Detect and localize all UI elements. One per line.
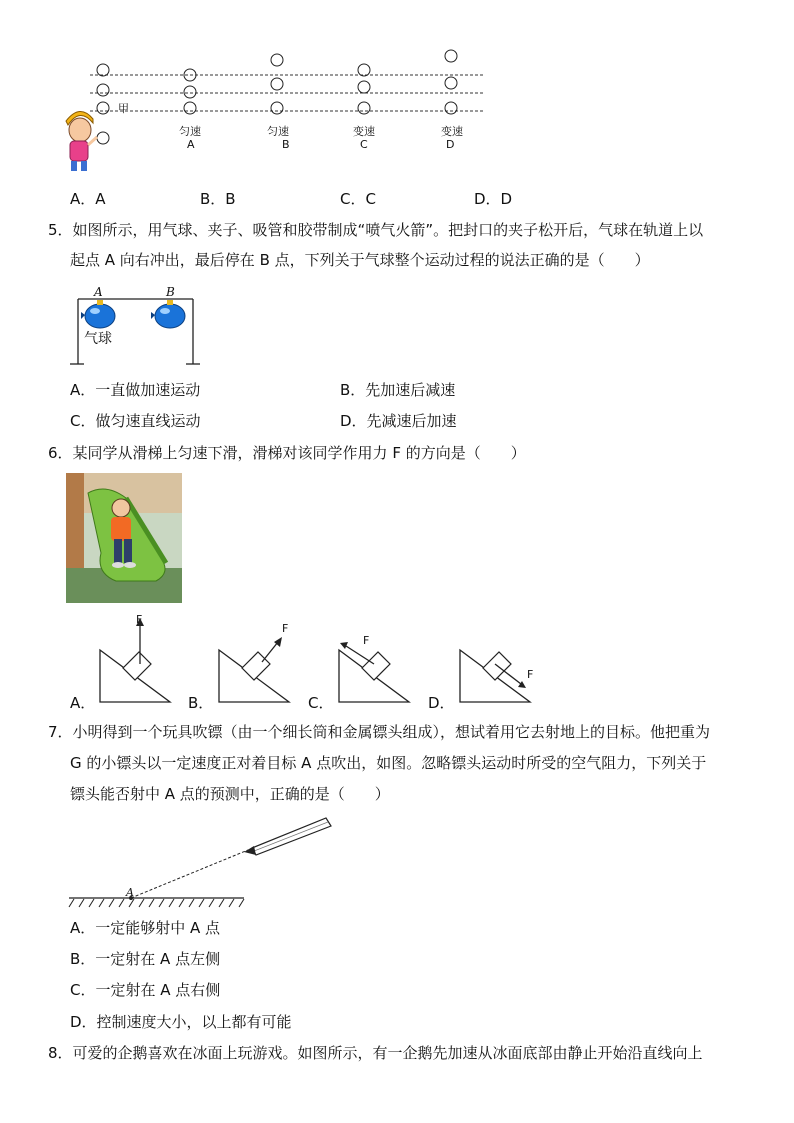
ball bbox=[271, 102, 283, 114]
force-diagram-a bbox=[95, 612, 185, 707]
q4-option-c[interactable]: C．C bbox=[340, 190, 376, 208]
q5-option-a[interactable]: A．一直做加速运动 bbox=[70, 381, 201, 399]
q7-question-line1: 7．小明得到一个玩具吹镖（由一个细长筒和金属镖头组成），想试着用它去射地上的目标。他把重为 bbox=[48, 723, 711, 741]
point-a-label: A bbox=[94, 285, 103, 299]
ball bbox=[271, 78, 283, 90]
ball bbox=[445, 77, 457, 89]
force-label-d: F bbox=[527, 668, 534, 681]
q5-option-b[interactable]: B．先加速后减速 bbox=[340, 381, 456, 399]
q4-option-d[interactable]: D．D bbox=[474, 190, 513, 208]
child-on-slide-photo bbox=[66, 473, 182, 603]
q6-option-a[interactable]: A． bbox=[70, 694, 96, 712]
q5-question-line2: 起点 A 向右冲出，最后停在 B 点，下列关于气球整个运动过程的说法正确的是（ ） bbox=[70, 251, 650, 269]
ball bbox=[184, 86, 196, 98]
ball bbox=[184, 102, 196, 114]
q7-option-b[interactable]: B．一定射在 A 点左侧 bbox=[70, 950, 221, 968]
ball bbox=[97, 84, 109, 96]
q5-option-c[interactable]: C．做匀速直线运动 bbox=[70, 412, 201, 430]
ball bbox=[445, 50, 457, 62]
force-label-a: F bbox=[136, 613, 143, 626]
target-a-label: A bbox=[126, 886, 134, 899]
q6-option-d[interactable]: D． bbox=[428, 694, 455, 712]
cartoon-child-illustration bbox=[66, 111, 97, 171]
ball bbox=[271, 54, 283, 66]
q4-motion-diagram bbox=[60, 45, 500, 185]
force-diagram-d bbox=[455, 612, 545, 707]
diagram-label-type-a: 匀速 bbox=[179, 125, 201, 138]
jia-label: 甲 bbox=[118, 102, 129, 115]
q6-option-c[interactable]: C． bbox=[308, 694, 334, 712]
balloon-label: 气球 bbox=[84, 331, 112, 347]
q7-question-line3: 镖头能否射中 A 点的预测中，正确的是（ ） bbox=[70, 785, 390, 803]
q7-option-c[interactable]: C．一定射在 A 点右侧 bbox=[70, 981, 221, 999]
ball bbox=[358, 64, 370, 76]
ball bbox=[358, 102, 370, 114]
diagram-label-letter-d: D bbox=[446, 138, 455, 151]
q6-question-line1: 6．某同学从滑梯上匀速下滑，滑梯对该同学作用力 F 的方向是（ ） bbox=[48, 444, 526, 462]
force-diagram-b bbox=[214, 612, 304, 707]
q4-option-a[interactable]: A．A bbox=[70, 190, 106, 208]
q5-option-d[interactable]: D．先减速后加速 bbox=[340, 412, 457, 430]
q7-option-a[interactable]: A．一定能够射中 A 点 bbox=[70, 919, 221, 937]
q7-option-d[interactable]: D．控制速度大小，以上都有可能 bbox=[70, 1013, 292, 1031]
blowgun-diagram bbox=[66, 812, 341, 912]
ball bbox=[445, 102, 457, 114]
q8-question-line1: 8．可爱的企鹅喜欢在冰面上玩游戏。如图所示，有一企鹅先加速从冰面底部由静止开始沿直线向上 bbox=[48, 1044, 703, 1062]
balloon-icon bbox=[155, 304, 185, 328]
force-diagram-c bbox=[334, 612, 424, 707]
ball bbox=[97, 64, 109, 76]
diagram-label-letter-c: C bbox=[360, 138, 368, 151]
ball bbox=[97, 132, 109, 144]
diagram-label-letter-a: A bbox=[187, 138, 195, 151]
q4-option-b[interactable]: B．B bbox=[200, 190, 236, 208]
diagram-label-type-c: 变速 bbox=[353, 125, 375, 138]
q6-option-b[interactable]: B． bbox=[188, 694, 214, 712]
balloon-icon bbox=[85, 304, 115, 328]
diagram-label-type-d: 变速 bbox=[441, 125, 463, 138]
diagram-label-type-b: 匀速 bbox=[267, 125, 289, 138]
q7-question-line2: G 的小镖头以一定速度正对着目标 A 点吹出，如图。忽略镖头运动时所受的空气阻力，下列关于 bbox=[70, 754, 707, 772]
ball bbox=[358, 81, 370, 93]
force-label-b: F bbox=[282, 622, 289, 635]
point-b-label: B bbox=[166, 285, 175, 299]
force-label-c: F bbox=[363, 634, 370, 647]
q5-question-line1: 5．如图所示，用气球、夹子、吸管和胶带制成“喷气火箭”。把封口的夹子松开后，气球在轨道上以 bbox=[48, 221, 704, 239]
diagram-label-letter-b: B bbox=[282, 138, 290, 151]
ball bbox=[97, 102, 109, 114]
